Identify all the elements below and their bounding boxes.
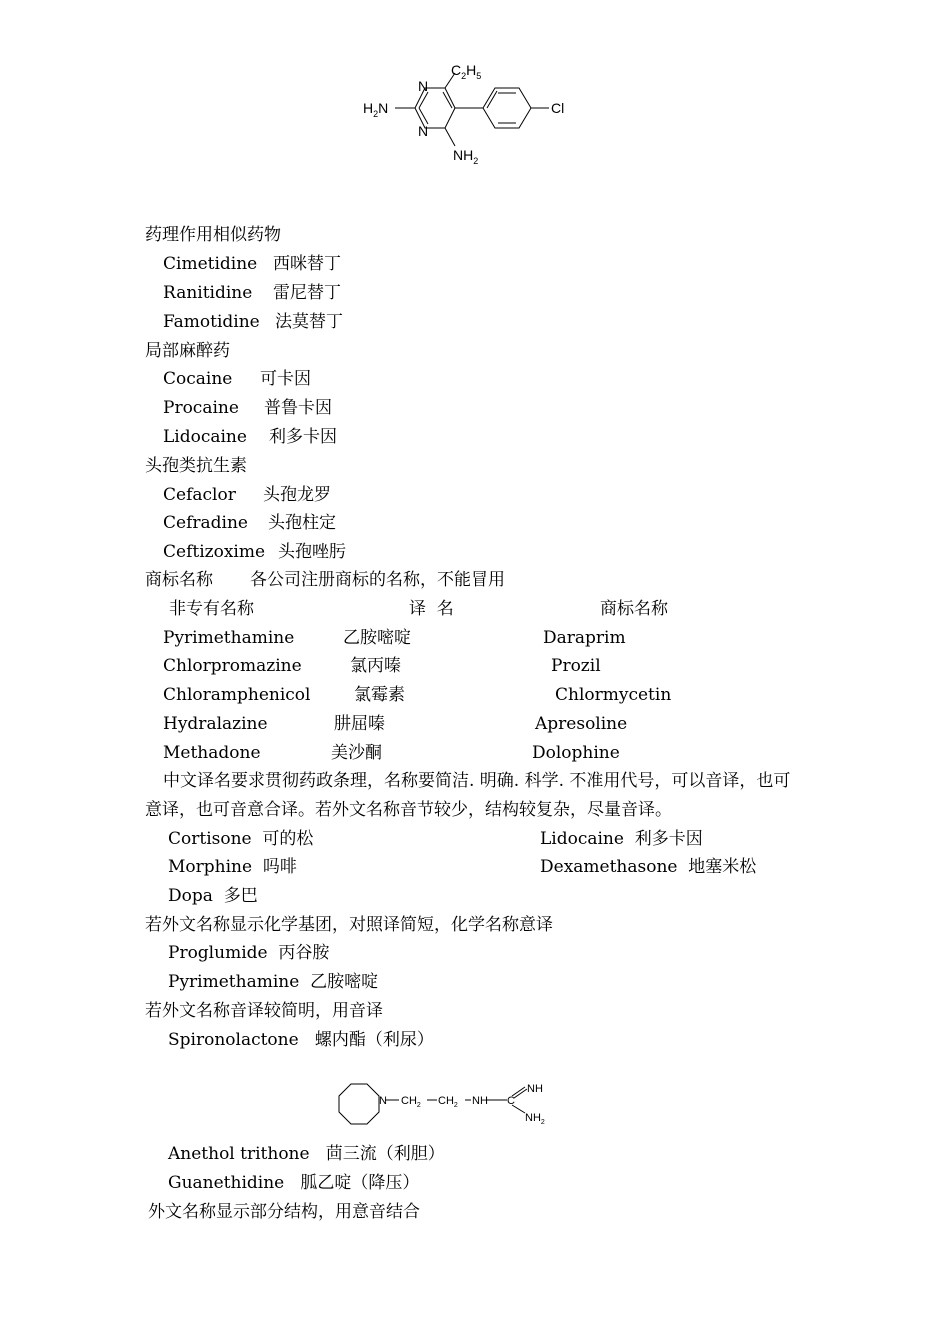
- amine-left-label: $H_2N$: [363, 100, 389, 119]
- pyrimidine-ring: [415, 88, 455, 128]
- trademark-note: 各公司注册商标的名称，不能冒用: [250, 570, 505, 590]
- ceph-cn-3: 头孢唑肟: [278, 542, 346, 562]
- trademark-translation-4: 肼屈嗪: [334, 714, 385, 734]
- rule-example-left-1: Cortisone 可的松: [168, 829, 314, 849]
- similar-en-2: Ranitidine: [163, 283, 253, 303]
- nh-label: NH: [472, 1095, 488, 1107]
- n-bottom-label: N: [418, 123, 429, 139]
- similar-en-3: Famotidine: [163, 312, 260, 332]
- chem-example-1: Proglumide 丙谷胺: [168, 943, 330, 963]
- amine-label: $NH_2$: [525, 1112, 545, 1126]
- rule-example-right-2: Dexamethasone 地塞米松: [540, 857, 757, 877]
- col-header-translation: 译 名: [409, 599, 454, 619]
- trademark-generic-5: Methadone: [163, 743, 261, 763]
- anesthetic-cn-2: 普鲁卡因: [264, 398, 332, 418]
- anesthetic-cn-3: 利多卡因: [269, 427, 337, 447]
- phonetic-example: Spironolactone 螺内酯（利尿）: [168, 1030, 434, 1050]
- ring-n-label: N: [379, 1095, 387, 1107]
- chem-example-2: Pyrimethamine 乙胺嘧啶: [168, 972, 379, 992]
- ethyl-label: $C_2H_5$: [451, 62, 482, 81]
- ch2-a-label: $CH_2$: [401, 1095, 421, 1109]
- trademark-translation-5: 美沙酮: [331, 743, 382, 763]
- trademark-translation-2: 氯丙嗪: [350, 656, 401, 676]
- trademark-brand-5: Dolophine: [532, 743, 620, 763]
- ceph-en-3: Ceftizoxime: [163, 542, 266, 562]
- heading-similar-drugs: 药理作用相似药物: [145, 225, 281, 245]
- ceph-en-1: Cefaclor: [163, 485, 236, 505]
- rule-example-left-2: Morphine 吗啡: [168, 857, 297, 877]
- anesthetic-en-2: Procaine: [163, 398, 239, 418]
- ceph-cn-2: 头孢柱定: [268, 513, 336, 533]
- ceph-cn-1: 头孢龙罗: [263, 485, 331, 505]
- pyrimethamine-structure: [355, 58, 585, 170]
- heading-cephalosporins: 头孢类抗生素: [145, 456, 247, 476]
- similar-cn-2: 雷尼替丁: [273, 283, 341, 303]
- guanethidine-structure: [335, 1078, 555, 1134]
- col-header-brand: 商标名称: [600, 599, 668, 619]
- tail-item-2: Guanethidine 胍乙啶（降压）: [168, 1173, 420, 1193]
- azocane-ring: [339, 1084, 379, 1124]
- heading-trademark: 商标名称: [145, 570, 213, 590]
- rule-example-right-1: Lidocaine 利多卡因: [540, 829, 703, 849]
- closing-heading: 外文名称显示部分结构，用意音结合: [148, 1202, 420, 1222]
- trademark-brand-4: Apresoline: [535, 714, 628, 734]
- rules-paragraph-line2: 意译，也可音意合译。若外文名称音节较少，结构较复杂，尽量音译。: [145, 800, 672, 820]
- anesthetic-cn-1: 可卡因: [260, 369, 311, 389]
- carbon-label: C: [507, 1095, 515, 1107]
- trademark-generic-3: Chloramphenicol: [163, 685, 311, 705]
- col-header-generic: 非专有名称: [169, 599, 254, 619]
- amine-bottom-label: $NH_2$: [453, 147, 479, 166]
- trademark-translation-1: 乙胺嘧啶: [343, 628, 411, 648]
- similar-cn-3: 法莫替丁: [275, 312, 343, 332]
- rules-paragraph-line1: 中文译名要求贯彻药政条理，名称要简洁. 明确. 科学. 不准用代号，可以音译，也可: [163, 771, 791, 791]
- trademark-brand-3: Chlormycetin: [555, 685, 672, 705]
- heading-chemical-group: 若外文名称显示化学基团，对照译简短，化学名称意译: [145, 915, 553, 935]
- similar-cn-1: 西咪替丁: [273, 254, 341, 274]
- trademark-generic-1: Pyrimethamine: [163, 628, 295, 648]
- ceph-en-2: Cefradine: [163, 513, 248, 533]
- imine-label: NH: [527, 1083, 543, 1095]
- heading-local-anesthetics: 局部麻醉药: [145, 341, 230, 361]
- n-top-label: N: [418, 78, 429, 94]
- phenyl-ring: [483, 88, 531, 128]
- heading-phonetic: 若外文名称音译较简明，用音译: [145, 1001, 383, 1021]
- trademark-translation-3: 氯霉素: [354, 685, 405, 705]
- anesthetic-en-3: Lidocaine: [163, 427, 247, 447]
- tail-item-1: Anethol trithone 茴三流（利胆）: [168, 1144, 445, 1164]
- ch2-b-label: $CH_2$: [438, 1095, 458, 1109]
- chloro-label: Cl: [551, 100, 565, 116]
- trademark-generic-2: Chlorpromazine: [163, 656, 302, 676]
- similar-en-1: Cimetidine: [163, 254, 258, 274]
- trademark-brand-1: Daraprim: [543, 628, 626, 648]
- trademark-generic-4: Hydralazine: [163, 714, 268, 734]
- trademark-brand-2: Prozil: [551, 656, 601, 676]
- anesthetic-en-1: Cocaine: [163, 369, 233, 389]
- rule-example-left-3: Dopa 多巴: [168, 886, 258, 906]
